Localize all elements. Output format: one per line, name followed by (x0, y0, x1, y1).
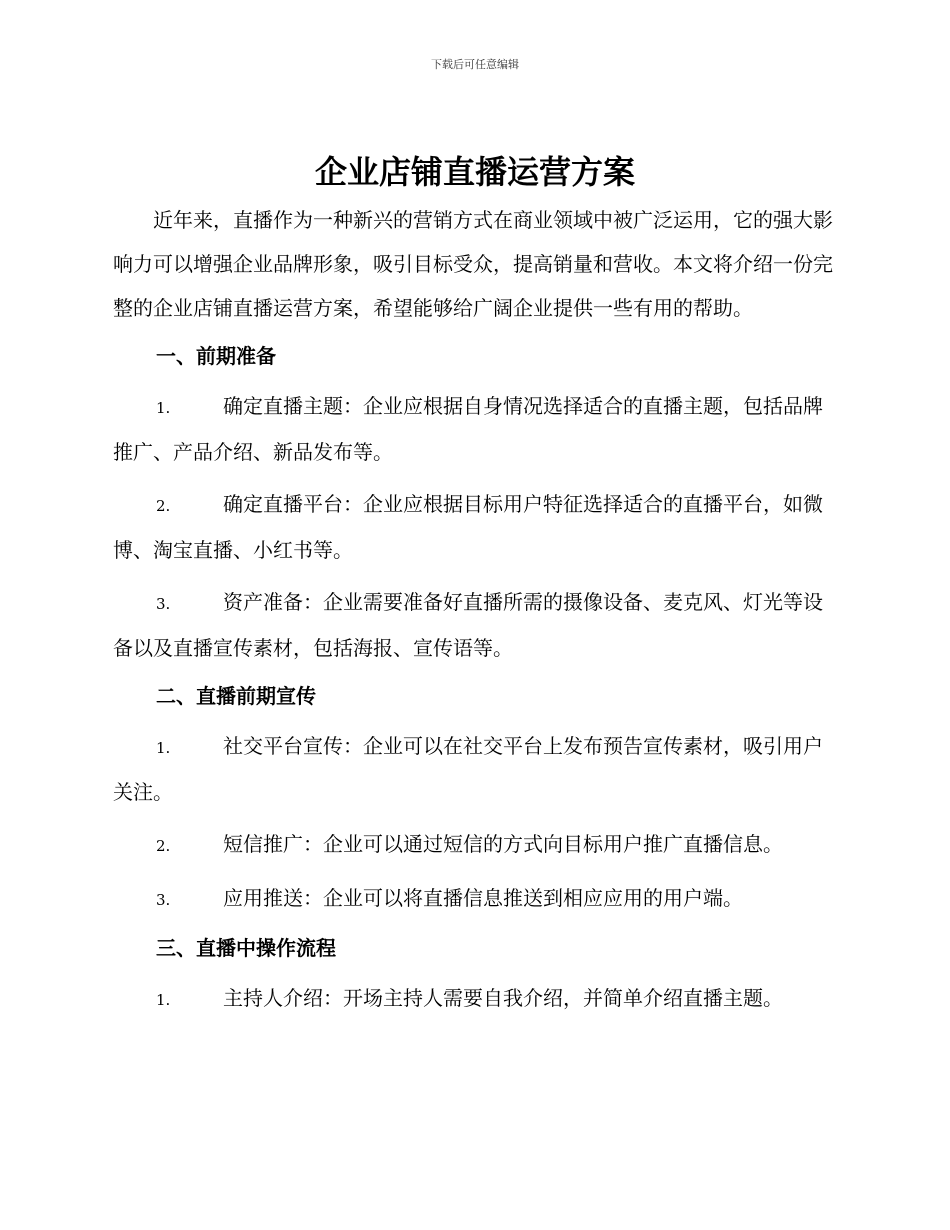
section-heading-1: 一、前期准备 (156, 344, 276, 368)
intro-paragraph: 近年来，直播作为一种新兴的营销方式在商业领域中被广泛运用，它的强大影响力可以增强企业品牌形象，吸引目标受众，提高销量和营收。本文将介绍一份完整的企业店铺直播运营方案，希望能够给广阔企业提供一些有用的帮助。 (113, 208, 833, 320)
section-heading-3: 三、直播中操作流程 (156, 936, 336, 960)
list-number: 3. (156, 595, 171, 613)
list-item (113, 976, 835, 1022)
document-title: 企业店铺直播运营方案 (314, 153, 635, 191)
list-text: 应用推送：企业可以将直播信息推送到相应应用的用户端。 (223, 886, 743, 910)
list-number: 1. (156, 991, 171, 1009)
list-text: 短信推广：企业可以通过短信的方式向目标用户推广直播信息。 (223, 832, 783, 856)
list-item (113, 724, 835, 814)
list-item (113, 876, 835, 922)
list-item (113, 580, 835, 670)
list-text: 确定直播平台：企业应根据目标用户特征选择适合的直播平台，如微博、淘宝直播、小红书等。 (113, 492, 823, 562)
list-number: 3. (156, 891, 171, 909)
document-body (113, 198, 835, 1030)
list-text: 确定直播主题：企业应根据自身情况选择适合的直播主题，包括品牌推广、产品介绍、新品发布等。 (113, 394, 823, 464)
list-item (113, 384, 835, 474)
list-text: 社交平台宣传：企业可以在社交平台上发布预告宣传素材，吸引用户关注。 (113, 734, 823, 804)
list-item (113, 482, 835, 572)
list-number: 1. (156, 739, 171, 757)
header-note: 下载后可任意编辑 (431, 58, 519, 71)
list-number: 2. (156, 497, 171, 515)
list-number: 2. (156, 837, 171, 855)
list-item (113, 822, 835, 868)
list-text: 资产准备：企业需要准备好直播所需的摄像设备、麦克风、灯光等设备以及直播宣传素材，包括海报、宣传语等。 (113, 590, 823, 660)
section-heading-2: 二、直播前期宣传 (156, 684, 316, 708)
list-number: 1. (156, 399, 171, 417)
list-text: 主持人介绍：开场主持人需要自我介绍，并简单介绍直播主题。 (223, 986, 783, 1010)
